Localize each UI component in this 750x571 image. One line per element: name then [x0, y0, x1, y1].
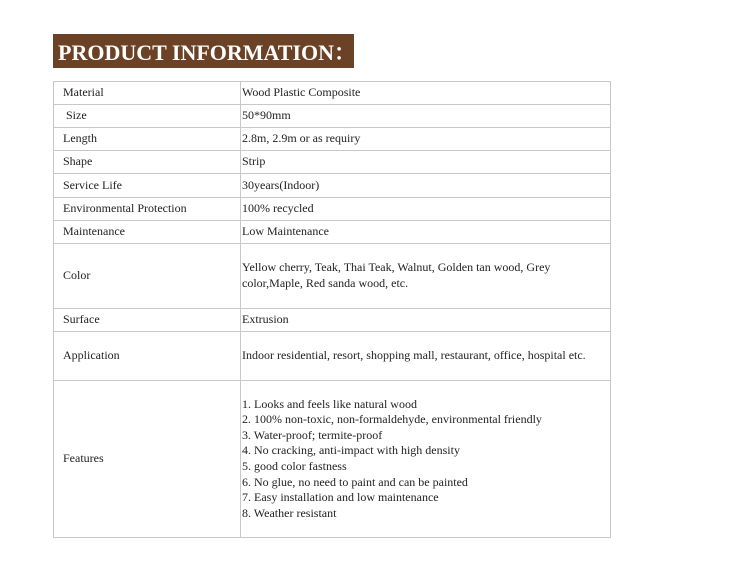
table-row: [54, 105, 611, 128]
feature-item: 1. Looks and feels like natural wood: [242, 396, 417, 411]
table-row: [54, 82, 611, 105]
spec-value-application: Indoor residential, resort, shopping mall, restaurant, office, hospital etc.: [241, 332, 611, 381]
feature-item: 4. No cracking, anti-impact with high density: [242, 443, 460, 458]
spec-label-environmental: Environmental Protection: [54, 198, 241, 221]
table-row: [54, 174, 611, 198]
spec-value-environmental: 100% recycled: [241, 198, 611, 221]
spec-value-color: Yellow cherry, Teak, Thai Teak, Walnut, Golden tan wood, Grey color,Maple, Red sanda wood, etc.: [241, 244, 611, 309]
spec-label-features: Features: [54, 381, 241, 538]
spec-label-color: Color: [54, 244, 241, 309]
product-spec-table: [53, 81, 611, 538]
table-row: [54, 332, 611, 381]
spec-value-material: Wood Plastic Composite: [241, 82, 611, 105]
table-row: [54, 244, 611, 309]
spec-value-shape: Strip: [241, 151, 611, 174]
feature-item: 5. good color fastness: [242, 459, 347, 473]
spec-value-size: 50*90mm: [241, 105, 611, 128]
table-row: [54, 221, 611, 244]
table-row: [54, 381, 611, 538]
feature-item: 8. Weather resistant: [242, 505, 337, 520]
spec-value-service-life: 30years(Indoor): [241, 174, 611, 198]
spec-label-application: Application: [54, 332, 241, 381]
spec-value-maintenance: Low Maintenance: [241, 221, 611, 244]
section-header: [53, 34, 357, 68]
feature-item: 6. No glue, no need to paint and can be painted: [242, 474, 468, 489]
spec-value-surface: Extrusion: [241, 309, 611, 332]
feature-item: 2. 100% non-toxic, non-formaldehyde, environmental friendly: [242, 412, 542, 427]
table-row: [54, 198, 611, 221]
spec-label-size: Size: [54, 105, 241, 128]
table-row: [54, 309, 611, 332]
table-row: [54, 151, 611, 174]
spec-value-length: 2.8m, 2.9m or as requiry: [241, 128, 611, 151]
spec-label-maintenance: Maintenance: [54, 221, 241, 244]
spec-label-material: Material: [54, 82, 241, 105]
section-title: PRODUCT INFORMATION：: [58, 39, 357, 65]
spec-label-shape: Shape: [54, 151, 241, 174]
table-row: [54, 128, 611, 151]
spec-label-length: Length: [54, 128, 241, 151]
spec-label-service-life: Service Life: [54, 174, 241, 198]
feature-item: 3. Water-proof; termite-proof: [242, 427, 383, 442]
spec-value-features: [241, 381, 611, 538]
feature-item: 7. Easy installation and low maintenance: [242, 490, 439, 505]
spec-label-surface: Surface: [54, 309, 241, 332]
